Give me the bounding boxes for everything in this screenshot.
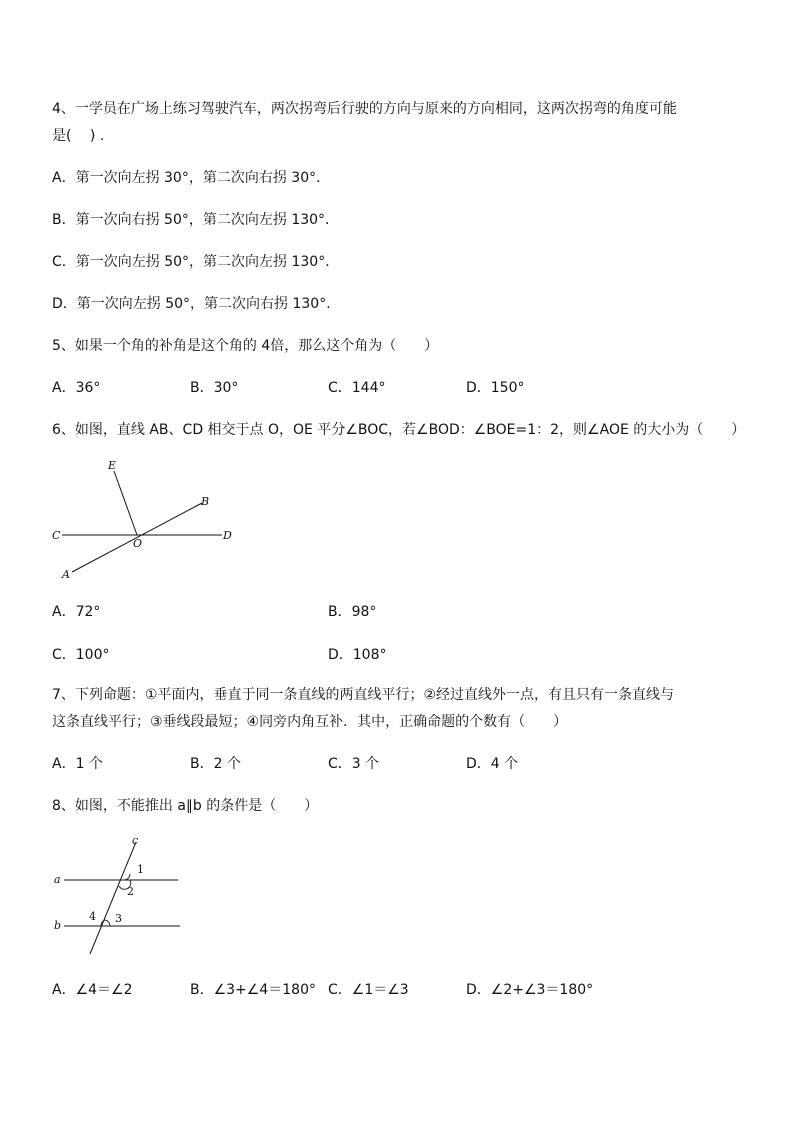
q4-option-a: A．第一次向左拐 30°，第二次向右拐 30°． (52, 170, 331, 186)
q8-option-b: B．∠3+∠4＝180° (190, 982, 316, 998)
q5-option-a: A．36° (52, 380, 101, 396)
q7-option-a: A．1 个 (52, 756, 103, 772)
label-a: a (54, 873, 61, 886)
arc-angle-1 (124, 874, 130, 880)
label-d: D (223, 529, 232, 542)
label-o: O (133, 537, 143, 550)
q4-option-d: D．第一次向左拐 50°，第二次向右拐 130°． (52, 296, 341, 312)
q4-stem-line1: 4、一学员在广场上练习驾驶汽车，两次拐弯后行驶的方向与原来的方向相同，这两次拐弯的角度可能 (52, 101, 677, 117)
q7-option-b: B．2 个 (190, 756, 241, 772)
q7-option-c: C．3 个 (328, 756, 380, 772)
q6-stem: 6、如图，直线 AB、CD 相交于点 O，OE 平分∠BOC，若∠BOD：∠BOE=1：2，则∠AOE 的大小为（ ） (52, 422, 746, 438)
q7-option-d: D．4 个 (466, 756, 519, 772)
q8-figure-parallel-lines (48, 832, 188, 962)
q8-stem: 8、如图，不能推出 a∥b 的条件是（ ） (52, 798, 319, 814)
q8-option-c: C．∠1＝∠3 (328, 982, 409, 998)
label-2: 2 (127, 885, 134, 898)
label-a: A (62, 568, 70, 581)
q4-option-c: C．第一次向左拐 50°，第二次向左拐 130°． (52, 254, 340, 270)
q6-option-a: A．72° (52, 604, 101, 620)
q4-stem-line2: 是( ) . (52, 128, 105, 144)
arc-angle-3 (105, 920, 110, 926)
label-4: 4 (89, 910, 96, 923)
q7-stem-line1: 7、下列命题：①平面内，垂直于同一条直线的两直线平行；②经过直线外一点，有且只有一条直线与 (52, 687, 675, 703)
label-c: C (52, 529, 61, 542)
q6-option-b: B．98° (328, 604, 377, 620)
q4-option-b: B．第一次向右拐 50°，第二次向左拐 130°． (52, 212, 340, 228)
q8-option-d: D．∠2+∠3＝180° (466, 982, 594, 998)
label-b: B (201, 495, 210, 508)
q6-option-c: C．100° (52, 647, 110, 663)
q6-figure-lines-intersecting (50, 455, 250, 585)
q5-option-c: C．144° (328, 380, 386, 396)
label-e: E (108, 459, 117, 472)
label-b: b (54, 919, 62, 932)
ray-oe (114, 471, 137, 535)
transversal-c (90, 842, 136, 954)
q8-option-a: A．∠4＝∠2 (52, 982, 133, 998)
q7-stem-line2: 这条直线平行；③垂线段最短；④同旁内角互补．其中，正确命题的个数有（ ） (52, 714, 568, 730)
q5-option-b: B．30° (190, 380, 239, 396)
q5-stem: 5、如果一个角的补角是这个角的 4倍，那么这个角为（ ） (52, 338, 439, 354)
label-1: 1 (137, 863, 144, 876)
q6-option-d: D．108° (328, 647, 387, 663)
label-c: c (132, 834, 139, 847)
label-3: 3 (115, 912, 122, 925)
q5-option-d: D．150° (466, 380, 525, 396)
